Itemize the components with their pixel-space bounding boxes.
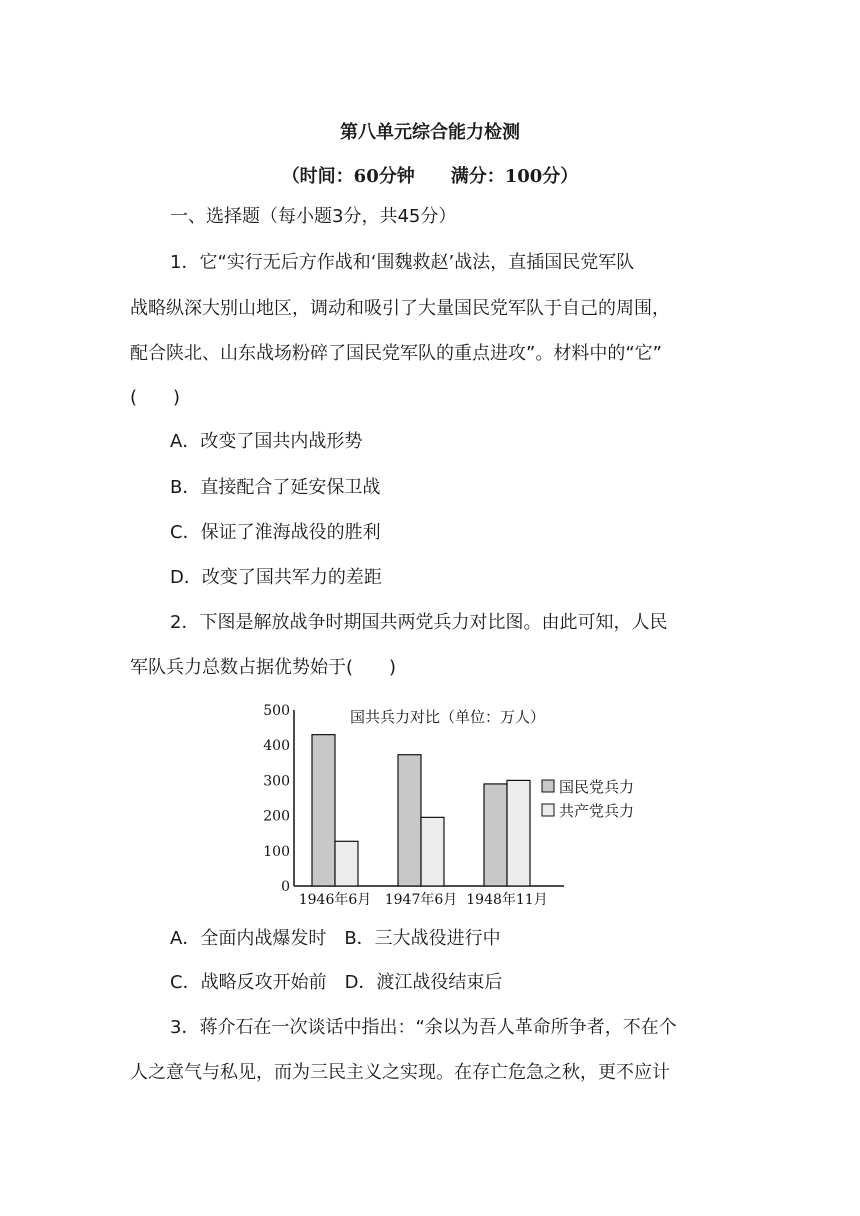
q1-answer-blank: ( ): [130, 387, 181, 408]
y-tick-label: 200: [263, 808, 290, 825]
bar: [335, 841, 358, 886]
y-tick-label: 400: [263, 738, 290, 755]
section-heading: 一、选择题（每小题3分，共45分）: [170, 206, 457, 227]
chart-title: 国共兵力对比（单位：万人）: [350, 708, 546, 726]
legend-label: 国民党兵力: [559, 778, 635, 796]
q1-line: 配合陕北、山东战场粉碎了国民党军队的重点进攻”。材料中的“它”: [130, 343, 662, 364]
q1-line: 战略纵深大别山地区，调动和吸引了大量国民党军队于自己的周围，: [130, 298, 670, 319]
q3-line: 3．蒋介石在一次谈话中指出：“余以为吾人革命所争者，不在个: [170, 1017, 677, 1038]
legend-swatch: [542, 780, 554, 792]
legend-swatch: [542, 804, 554, 816]
y-tick-label: 0: [281, 879, 290, 895]
q1-option-d: D．改变了国共军力的差距: [170, 567, 382, 588]
q2-options-ab: A．全面内战爆发时 B．三大战役进行中: [170, 928, 501, 949]
q1-option-b: B．直接配合了延安保卫战: [170, 477, 381, 498]
bar: [507, 780, 530, 886]
x-tick-label: 1946年6月: [298, 892, 372, 908]
q2-line: 2．下图是解放战争时期国共两党兵力对比图。由此可知，人民: [170, 612, 668, 633]
bar: [398, 755, 421, 886]
y-tick-label: 500: [263, 703, 290, 719]
q1-line: 1．它“实行无后方作战和‘围魏救赵’战法，直插国民党军队: [170, 252, 635, 273]
q3-line: 人之意气与私见，而为三民主义之实现。在存亡危急之秋，更不应计: [130, 1062, 670, 1083]
q1-option-c: C．保证了淮海战役的胜利: [170, 522, 381, 543]
q2-line: 军队兵力总数占据优势始于( ): [130, 657, 397, 678]
y-tick-label: 300: [263, 773, 290, 790]
x-tick-label: 1948年11月: [466, 892, 548, 908]
bar: [312, 735, 335, 886]
legend-label: 共产党兵力: [559, 802, 635, 820]
y-tick-label: 100: [263, 843, 290, 860]
x-tick-label: 1947年6月: [384, 892, 458, 908]
bar: [421, 817, 444, 886]
doc-title: 第八单元综合能力检测: [340, 122, 520, 143]
troop-comparison-chart: [258, 700, 648, 910]
q2-options-cd: C．战略反攻开始前 D．渡江战役结束后: [170, 972, 503, 993]
bar: [484, 784, 507, 886]
q1-option-a: A．改变了国共内战形势: [170, 431, 363, 452]
doc-subtitle: （时间：60分钟 满分：100分）: [281, 166, 579, 187]
